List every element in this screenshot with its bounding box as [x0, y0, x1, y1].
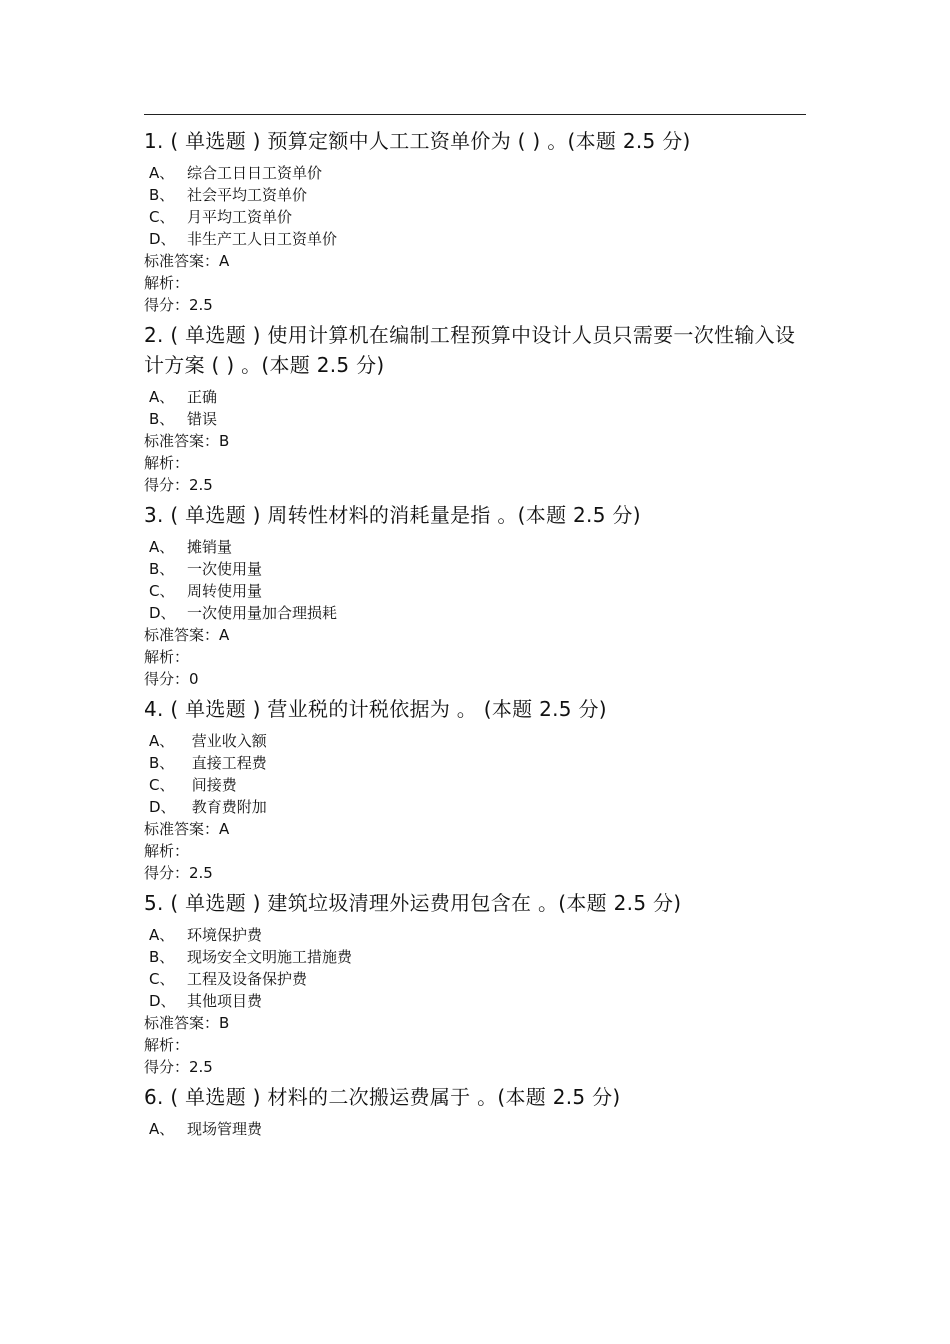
question-1: [144, 126, 806, 320]
analysis: 解析：: [144, 274, 190, 292]
option-b: B、 错误: [149, 410, 218, 428]
score: 得分：2.5: [144, 296, 213, 314]
option-d: D、 其他项目费: [149, 992, 263, 1010]
question-title: 2. ( 单选题 ) 使用计算机在编制工程预算中设计人员只需要一次性输入设计方案 ( ) 。(本题 2.5 分): [144, 323, 796, 377]
standard-answer: 标准答案：A: [144, 252, 230, 270]
option-c: C、 间接费: [149, 776, 237, 794]
option-a: A、 摊销量: [149, 538, 233, 556]
question-title: 1. ( 单选题 ) 预算定额中人工工资单价为 ( ) 。(本题 2.5 分): [144, 129, 691, 153]
score: 得分：2.5: [144, 476, 213, 494]
question-2: [144, 320, 806, 500]
option-b: B、 社会平均工资单价: [149, 186, 308, 204]
question-title: 5. ( 单选题 ) 建筑垃圾清理外运费用包含在 。(本题 2.5 分): [144, 891, 682, 915]
standard-answer: 标准答案：A: [144, 820, 230, 838]
question-title: 4. ( 单选题 ) 营业税的计税依据为 。 (本题 2.5 分): [144, 697, 607, 721]
question-6: [144, 1082, 806, 1144]
option-a: A、 综合工日日工资单价: [149, 164, 323, 182]
option-b: B、 现场安全文明施工措施费: [149, 948, 353, 966]
option-a: A、 环境保护费: [149, 926, 263, 944]
standard-answer: 标准答案：B: [144, 432, 230, 450]
option-d: D、 教育费附加: [149, 798, 267, 816]
analysis: 解析：: [144, 648, 190, 666]
option-c: C、 工程及设备保护费: [149, 970, 308, 988]
option-c: C、 周转使用量: [149, 582, 263, 600]
question-title: 3. ( 单选题 ) 周转性材料的消耗量是指 。(本题 2.5 分): [144, 503, 641, 527]
analysis: 解析：: [144, 1036, 190, 1054]
question-3: [144, 500, 806, 694]
option-d: D、 非生产工人日工资单价: [149, 230, 338, 248]
question-title: 6. ( 单选题 ) 材料的二次搬运费属于 。(本题 2.5 分): [144, 1085, 621, 1109]
question-list: [144, 126, 806, 1144]
option-a: A、 正确: [149, 388, 218, 406]
analysis: 解析：: [144, 454, 190, 472]
score: 得分：2.5: [144, 864, 213, 882]
question-4: [144, 694, 806, 888]
score: 得分：0: [144, 670, 199, 688]
standard-answer: 标准答案：A: [144, 626, 230, 644]
option-a: A、 营业收入额: [149, 732, 267, 750]
score: 得分：2.5: [144, 1058, 213, 1076]
analysis: 解析：: [144, 842, 190, 860]
option-b: B、 一次使用量: [149, 560, 263, 578]
option-a: A、 现场管理费: [149, 1120, 263, 1138]
question-5: [144, 888, 806, 1082]
option-d: D、 一次使用量加合理损耗: [149, 604, 338, 622]
option-b: B、 直接工程费: [149, 754, 267, 772]
option-c: C、 月平均工资单价: [149, 208, 293, 226]
standard-answer: 标准答案：B: [144, 1014, 230, 1032]
top-divider: [144, 114, 806, 115]
